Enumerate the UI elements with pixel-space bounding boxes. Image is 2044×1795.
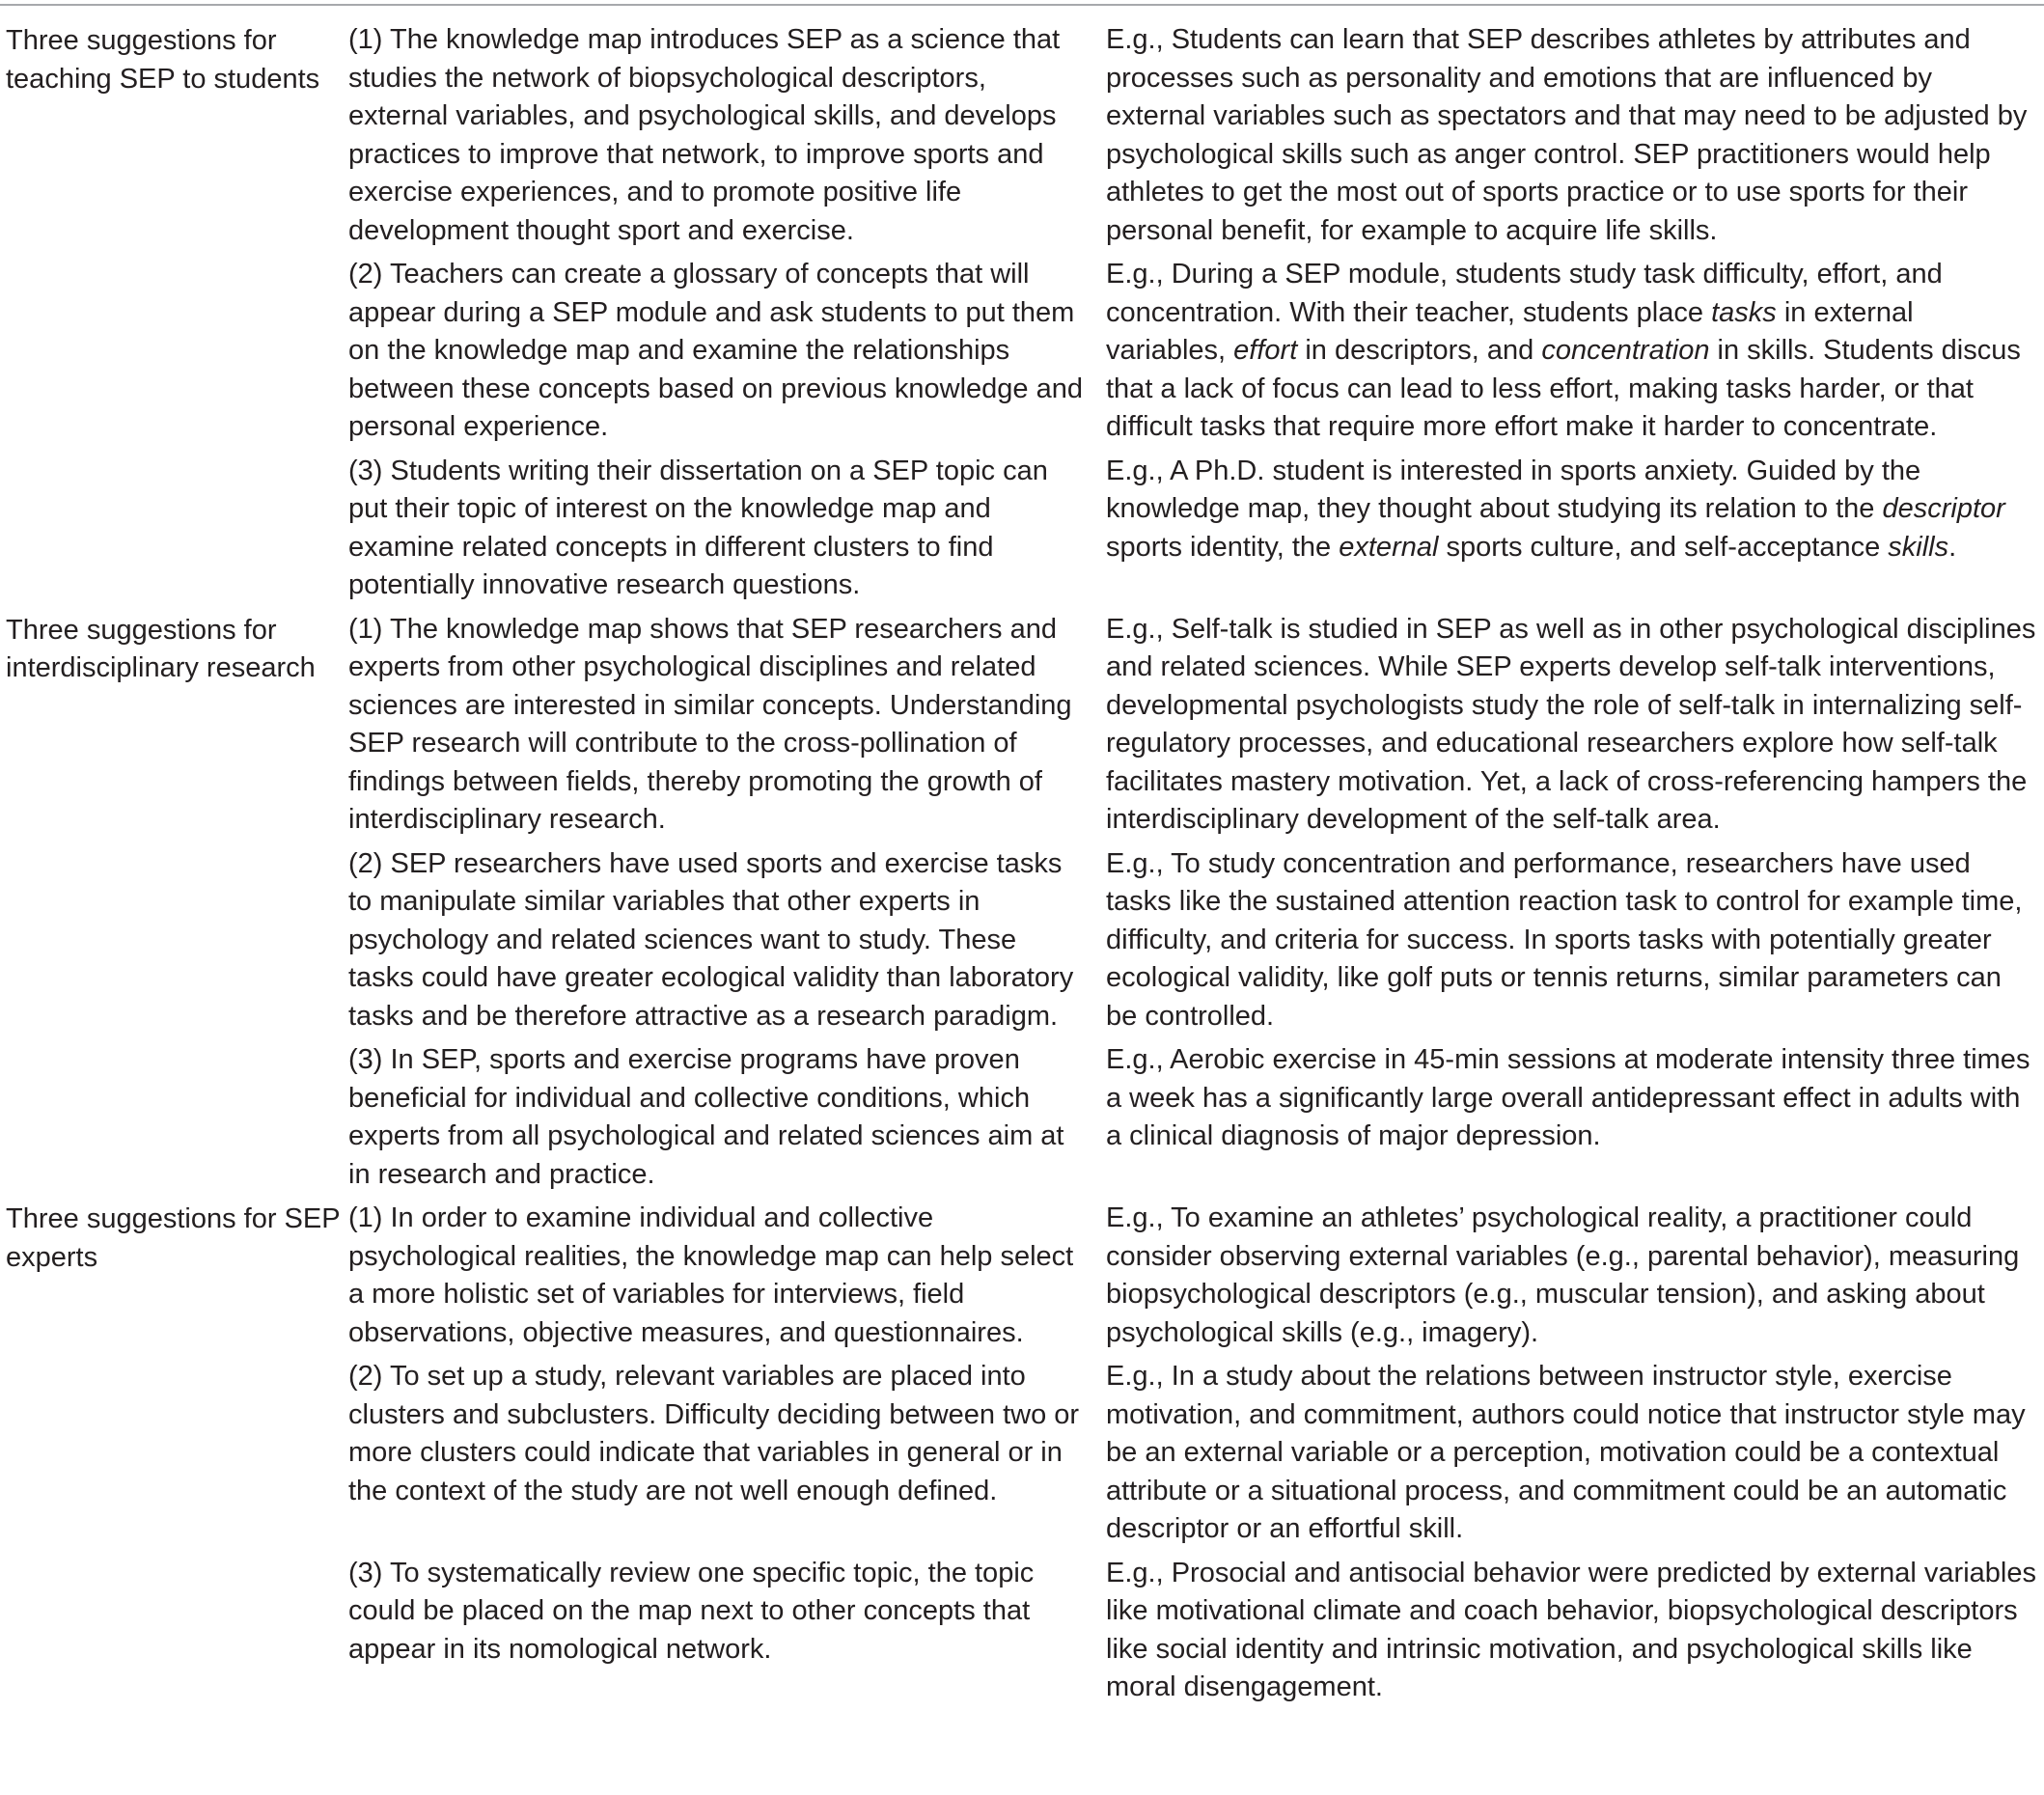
example-cell: E.g., Aerobic exercise in 45-min sessions at moderate intensity three times a week has a significantly large overall antidepressant effect in adults with a clinical diagnosis of major depression. — [1106, 1044, 2030, 1151]
group-rows — [348, 1200, 2038, 1713]
table-row — [348, 1555, 2038, 1713]
example-emphasis: external — [1339, 531, 1439, 563]
table-row — [348, 1358, 2038, 1555]
example-cell: E.g., To examine an athletes’ psychological reality, a practitioner could consider observing external variables (e.g., parental behavior), measuring biopsychological descriptors (e.g., muscular tension), and asking about psychological skills (e.g., imagery). — [1106, 1202, 2020, 1348]
table-row — [348, 256, 2038, 453]
example-text: in external variables, — [1106, 296, 1914, 366]
suggestion-cell: (2) SEP researchers have used sports and exercise tasks to manipulate similar variables that other experts in psychology and related sciences want to study. These tasks could have greater ecological validity than laboratory tasks and be therefore attractive as a research paradigm. — [348, 847, 1074, 1032]
table-group-teaching — [6, 21, 2038, 611]
suggestion-cell: (1) The knowledge map shows that SEP researchers and experts from other psychological disciplines and related sciences are interested in similar concepts. Understanding SEP research will contribute to the cross-pollination of findings between fields, thereby promoting the growth of interdisciplinary research. — [348, 613, 1072, 835]
suggestion-cell: (2) Teachers can create a glossary of concepts that will appear during a SEP module and ask students to put them on the knowledge map and examine the relationships between these concepts based on previous knowledge and personal experience. — [348, 259, 1083, 442]
suggestion-cell: (1) The knowledge map introduces SEP as a science that studies the network of biopsychological descriptors, external variables, and psychological skills, and develops practices to improve that network, to improve sports and exercise experiences, and to promote positive life development thought sport and exercise. — [348, 24, 1061, 246]
example-cell: E.g., Prosocial and antisocial behavior were predicted by external variables like motivational climate and coach behavior, biopsychological descriptors like social identity and intrinsic motivation, and psychological skills like moral disengagement. — [1106, 1557, 2036, 1702]
example-cell: E.g., To study concentration and performance, researchers have used tasks like the sustained attention reaction task to control for example time, difficulty, and criteria for success. In sports tasks with potentially greater ecological validity, like golf puts or tennis returns, similar parameters can be controlled. — [1106, 847, 2023, 1032]
example-emphasis: tasks — [1711, 296, 1777, 328]
group-rows — [348, 21, 2038, 611]
example-text: in descriptors, and — [1297, 335, 1542, 366]
example-text: E.g., During a SEP module, students study task difficulty, effort, and concentration. With their teacher, students place — [1106, 259, 1943, 328]
example-emphasis: effort — [1233, 335, 1298, 366]
example-cell — [1106, 256, 2038, 447]
suggestions-table — [6, 21, 2038, 1713]
group-label: Three suggestions for interdisciplinary research — [6, 614, 316, 683]
suggestion-cell: (3) To systematically review one specific topic, the topic could be placed on the map next to other concepts that appear in its nomological network. — [348, 1557, 1035, 1665]
example-cell — [1106, 453, 2038, 605]
suggestion-cell: (3) Students writing their dissertation on a SEP topic can put their topic of interest on the knowledge map and examine related concepts in different clusters to find potentially innovative research questions. — [348, 455, 1048, 600]
top-rule — [0, 4, 2044, 6]
table-row — [348, 1200, 2038, 1358]
suggestion-cell: (2) To set up a study, relevant variables are placed into clusters and subclusters. Difficulty deciding between two or more clusters could indicate that variables in general or in the context of the study are not well enough defined. — [348, 1361, 1080, 1506]
suggestion-cell: (3) In SEP, sports and exercise programs have proven beneficial for individual and collective conditions, which experts from all psychological and related sciences aim at in research and practice. — [348, 1044, 1064, 1190]
example-text: sports identity, the — [1106, 531, 1340, 563]
group-label: Three suggestions for teaching SEP to students — [6, 25, 320, 95]
example-text: in skills. Students discus that a lack of focus can lead to less effort, making tasks harder, or that difficult tasks that require more effort make it harder to concentrate. — [1106, 335, 2021, 442]
table-row — [348, 21, 2038, 256]
table-row — [348, 611, 2038, 845]
suggestion-cell: (1) In order to examine individual and collective psychological realities, the knowledge map can help select a more holistic set of variables for interviews, field observations, objective measures, and questionnaires. — [348, 1202, 1074, 1348]
example-text: sports culture, and self-acceptance — [1438, 531, 1889, 563]
example-cell: E.g., Students can learn that SEP describes athletes by attributes and processes such as personality and emotions that are influenced by external variables such as spectators and that may need to be adjusted by psychological skills such as anger control. SEP practitioners would help athletes to get the most out of sports practice or to use sports for their personal benefit, for example to acquire life skills. — [1106, 24, 2028, 246]
example-emphasis: descriptor — [1882, 493, 2005, 524]
table-group-sep-experts — [6, 1200, 2038, 1713]
table-row — [348, 453, 2038, 611]
group-label: Three suggestions for SEP experts — [6, 1203, 341, 1273]
table-group-interdisciplinary — [6, 611, 2038, 1201]
example-cell: E.g., Self-talk is studied in SEP as well as in other psychological disciplines and related sciences. While SEP experts develop self-talk interventions, developmental psychologists study the role of self-talk in internalizing self-regulatory processes, and educational researchers explore how self-talk facilitates mastery motivation. Yet, a lack of cross-referencing hampers the interdisciplinary development of the self-talk area. — [1106, 613, 2036, 835]
table-row — [348, 845, 2038, 1042]
example-emphasis: skills — [1888, 531, 1949, 563]
example-text: E.g., A Ph.D. student is interested in sports anxiety. Guided by the knowledge map, they thought about studying its relation to the — [1106, 455, 1921, 524]
group-rows — [348, 611, 2038, 1201]
example-emphasis: concentration — [1541, 335, 1710, 366]
example-cell: E.g., In a study about the relations between instructor style, exercise motivation, and commitment, authors could notice that instructor style may be an external variable or a perception, motivation could be a contextual attribute or a situational process, and commitment could be an automatic descriptor or an effortful skill. — [1106, 1361, 2026, 1544]
table-row — [348, 1041, 2038, 1200]
example-text: . — [1948, 531, 1957, 563]
